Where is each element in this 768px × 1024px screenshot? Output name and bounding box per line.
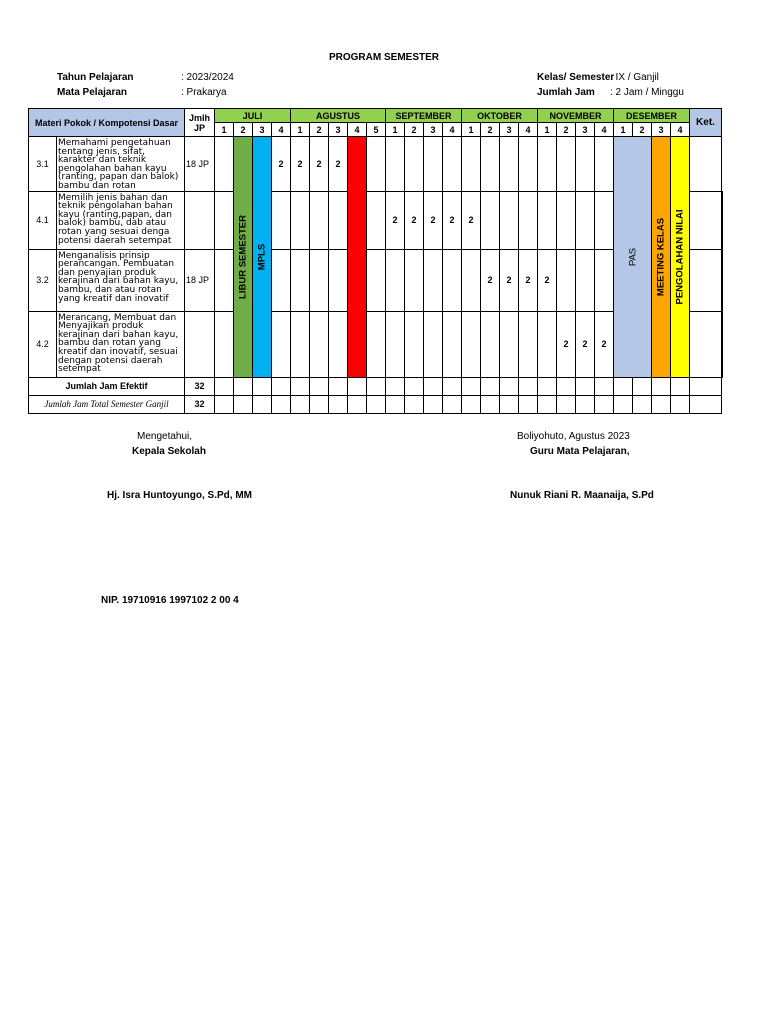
- week-cell: 4: [272, 123, 291, 137]
- week-hours: 2: [310, 137, 329, 192]
- week-hours: [557, 191, 576, 249]
- month-oktober: OKTOBER: [462, 109, 538, 123]
- col-ket-header: Ket.: [690, 109, 722, 137]
- week-hours: [291, 191, 310, 249]
- week-hours: [538, 191, 557, 249]
- week-hours: [481, 137, 500, 192]
- week-hours: [576, 137, 595, 192]
- week-hours: [462, 249, 481, 311]
- program-semester-table: [28, 108, 723, 414]
- week-cell: 4: [671, 123, 690, 137]
- week-hours: [576, 249, 595, 311]
- week-hours: 2: [329, 137, 348, 192]
- jam-label: Jumlah Jam: [537, 87, 595, 98]
- week-hours: [481, 191, 500, 249]
- ket-cell: [722, 311, 723, 377]
- mpls-cell: [253, 137, 272, 378]
- week-hours: [215, 137, 234, 192]
- week-hours: [595, 137, 614, 192]
- week-hours: 2: [386, 191, 405, 249]
- month-desember: DESEMBER: [614, 109, 690, 123]
- week-hours: [443, 311, 462, 377]
- week-hours: 2: [443, 191, 462, 249]
- materi-text: Memilih jenis bahan dan teknik pengolahan bahan kayu (ranting,papan, dan balok) bambu, dab atau rotan yang sesuai denga potensi daerah setempat: [57, 191, 185, 249]
- pengolahan-nilai-label: PENGOLAHAN NILAI: [674, 209, 686, 305]
- week-hours: [538, 311, 557, 377]
- kd-code: 4.2: [29, 311, 57, 377]
- jp-value: [185, 311, 215, 377]
- materi-text: Memahami pengetahuan tentang jenis, sifat, karakter dan teknik pengolahan bahan kayu (ranting, papan dan balok) bambu dan rotan: [57, 137, 185, 192]
- summary-row-efektif: [29, 377, 723, 395]
- tahun-value: : 2023/2024: [181, 72, 234, 83]
- week-hours: 2: [557, 311, 576, 377]
- kepsek-title: Kepala Sekolah: [132, 446, 206, 457]
- week-hours: [500, 311, 519, 377]
- week-cell: 3: [253, 123, 272, 137]
- kd-code: 3.2: [29, 249, 57, 311]
- week-hours: 2: [462, 191, 481, 249]
- week-hours: [310, 249, 329, 311]
- week-cell: 3: [652, 123, 671, 137]
- ket-cell: [690, 137, 722, 192]
- guru-name: Nunuk Riani R. Maanaija, S.Pd: [510, 490, 654, 501]
- mapel-value: : Prakarya: [181, 87, 227, 98]
- week-hours: [367, 249, 386, 311]
- week-cell: 2: [481, 123, 500, 137]
- ket-cell: [722, 249, 723, 311]
- month-agustus: AGUSTUS: [291, 109, 386, 123]
- week-cell: 4: [595, 123, 614, 137]
- pas-cell: [614, 137, 652, 378]
- week-cell: 2: [557, 123, 576, 137]
- week-hours: [367, 137, 386, 192]
- kepsek-name: Hj. Isra Huntoyungo, S.Pd, MM: [107, 490, 252, 501]
- jumlah-efektif-value: 32: [185, 377, 215, 395]
- week-cell: 3: [424, 123, 443, 137]
- week-cell: 1: [215, 123, 234, 137]
- week-hours: [405, 137, 424, 192]
- week-hours: [329, 249, 348, 311]
- week-hours: [519, 137, 538, 192]
- col-jp-label: JP: [193, 122, 205, 133]
- meeting-kelas-label: MEETING KELAS: [655, 217, 667, 296]
- week-cell: 3: [500, 123, 519, 137]
- guru-title: Guru Mata Pelajaran,: [530, 446, 630, 457]
- week-hours: [595, 191, 614, 249]
- table-row: [29, 137, 723, 192]
- place-date: Boliyohuto, Agustus 2023: [517, 431, 630, 442]
- month-september: SEPTEMBER: [386, 109, 462, 123]
- week-hours: 2: [576, 311, 595, 377]
- week-hours: [291, 311, 310, 377]
- ket-cell: [722, 191, 723, 249]
- week-hours: 2: [538, 249, 557, 311]
- pengolahan-nilai-cell: [671, 137, 690, 378]
- week-cell: 5: [367, 123, 386, 137]
- week-hours: [424, 137, 443, 192]
- week-hours: [272, 249, 291, 311]
- jumlah-total-value: 32: [185, 395, 215, 413]
- week-hours: [557, 137, 576, 192]
- week-hours: 2: [500, 249, 519, 311]
- week-hours: [462, 311, 481, 377]
- week-hours: [443, 249, 462, 311]
- kd-code: 3.1: [29, 137, 57, 192]
- week-hours: [310, 311, 329, 377]
- agustus-week3-red-cell: [348, 137, 367, 378]
- week-hours: [215, 249, 234, 311]
- week-cell: 2: [633, 123, 652, 137]
- week-cell: 4: [519, 123, 538, 137]
- mapel-label: Mata Pelajaran: [57, 87, 128, 98]
- summary-row-total: [29, 395, 723, 413]
- jumlah-efektif-label: Jumlah Jam Efektif: [29, 377, 185, 395]
- pas-label: PAS: [627, 247, 638, 266]
- jp-value: 18 JP: [185, 249, 215, 311]
- week-hours: [690, 191, 722, 249]
- libur-semester-label: LIBUR SEMESTER: [237, 214, 249, 299]
- week-cell: 1: [386, 123, 405, 137]
- month-november: NOVEMBER: [538, 109, 614, 123]
- week-cell: 2: [405, 123, 424, 137]
- week-cell: 4: [443, 123, 462, 137]
- week-hours: 2: [481, 249, 500, 311]
- week-hours: [500, 191, 519, 249]
- week-hours: [272, 191, 291, 249]
- week-hours: [367, 311, 386, 377]
- week-hours: 2: [272, 137, 291, 192]
- week-hours: [462, 137, 481, 192]
- week-hours: [500, 137, 519, 192]
- libur-semester-cell: [234, 137, 253, 378]
- week-hours: [519, 191, 538, 249]
- kelas-value: : IX / Ganjil: [610, 72, 659, 83]
- week-hours: [329, 311, 348, 377]
- week-cell: 1: [538, 123, 557, 137]
- week-hours: [367, 191, 386, 249]
- week-hours: [386, 249, 405, 311]
- kelas-label: Kelas/ Semester: [537, 72, 615, 83]
- week-hours: [386, 311, 405, 377]
- kepsek-nip: NIP. 19710916 1997102 2 00 4: [101, 595, 239, 606]
- mpls-label: MPLS: [256, 243, 268, 270]
- week-cell: 2: [310, 123, 329, 137]
- month-juli: JULI: [215, 109, 291, 123]
- week-hours: 2: [595, 311, 614, 377]
- week-hours: [215, 311, 234, 377]
- week-hours: [690, 249, 722, 311]
- week-cell: 3: [576, 123, 595, 137]
- week-hours: 2: [519, 249, 538, 311]
- week-hours: 2: [424, 191, 443, 249]
- week-cell: 2: [234, 123, 253, 137]
- jp-value: [185, 191, 215, 249]
- week-hours: 2: [291, 137, 310, 192]
- tahun-label: Tahun Pelajaran: [57, 72, 134, 83]
- week-hours: [557, 249, 576, 311]
- materi-text: Menganalisis prinsip perancangan. Pembuatan dan penyajian produk kerajinan dari bahan kayu, bambu, dan atau rotan yang kreatif dan inovatif: [57, 249, 185, 311]
- week-hours: [310, 191, 329, 249]
- week-hours: 2: [405, 191, 424, 249]
- kd-code: 4.1: [29, 191, 57, 249]
- page-title: PROGRAM SEMESTER: [328, 52, 439, 63]
- week-hours: [405, 311, 424, 377]
- jp-value: 18 JP: [185, 137, 215, 192]
- meeting-kelas-cell: [652, 137, 671, 378]
- week-hours: [538, 137, 557, 192]
- week-hours: [690, 311, 722, 377]
- jumlah-total-label: Jumlah Jam Total Semester Ganjil: [29, 395, 185, 413]
- week-hours: [329, 191, 348, 249]
- week-cell: 4: [348, 123, 367, 137]
- materi-text: Merancang, Membuat dan Menyajikan produk kerajinan dari bahan kayu, bambu dan rotan yang kreatif dan inovatif, sesuai dengan potensi daerah setempat: [57, 311, 185, 377]
- week-cell: 1: [614, 123, 633, 137]
- week-hours: [595, 249, 614, 311]
- week-hours: [576, 191, 595, 249]
- jam-value: : 2 Jam / Minggu: [610, 87, 684, 98]
- col-jmlh-label: Jmlh: [188, 112, 210, 123]
- week-hours: [386, 137, 405, 192]
- week-cell: 1: [462, 123, 481, 137]
- week-hours: [405, 249, 424, 311]
- week-hours: [424, 311, 443, 377]
- week-hours: [424, 249, 443, 311]
- week-cell: 1: [291, 123, 310, 137]
- week-hours: [291, 249, 310, 311]
- week-hours: [272, 311, 291, 377]
- mengetahui-text: Mengetahui,: [137, 431, 193, 442]
- week-hours: [481, 311, 500, 377]
- col-jmlh-jp-header: [185, 109, 215, 137]
- week-hours: [443, 137, 462, 192]
- week-hours: [215, 191, 234, 249]
- week-cell: 3: [329, 123, 348, 137]
- week-hours: [519, 311, 538, 377]
- col-materi-header: Materi Pokok / Kompotensi Dasar: [29, 109, 185, 137]
